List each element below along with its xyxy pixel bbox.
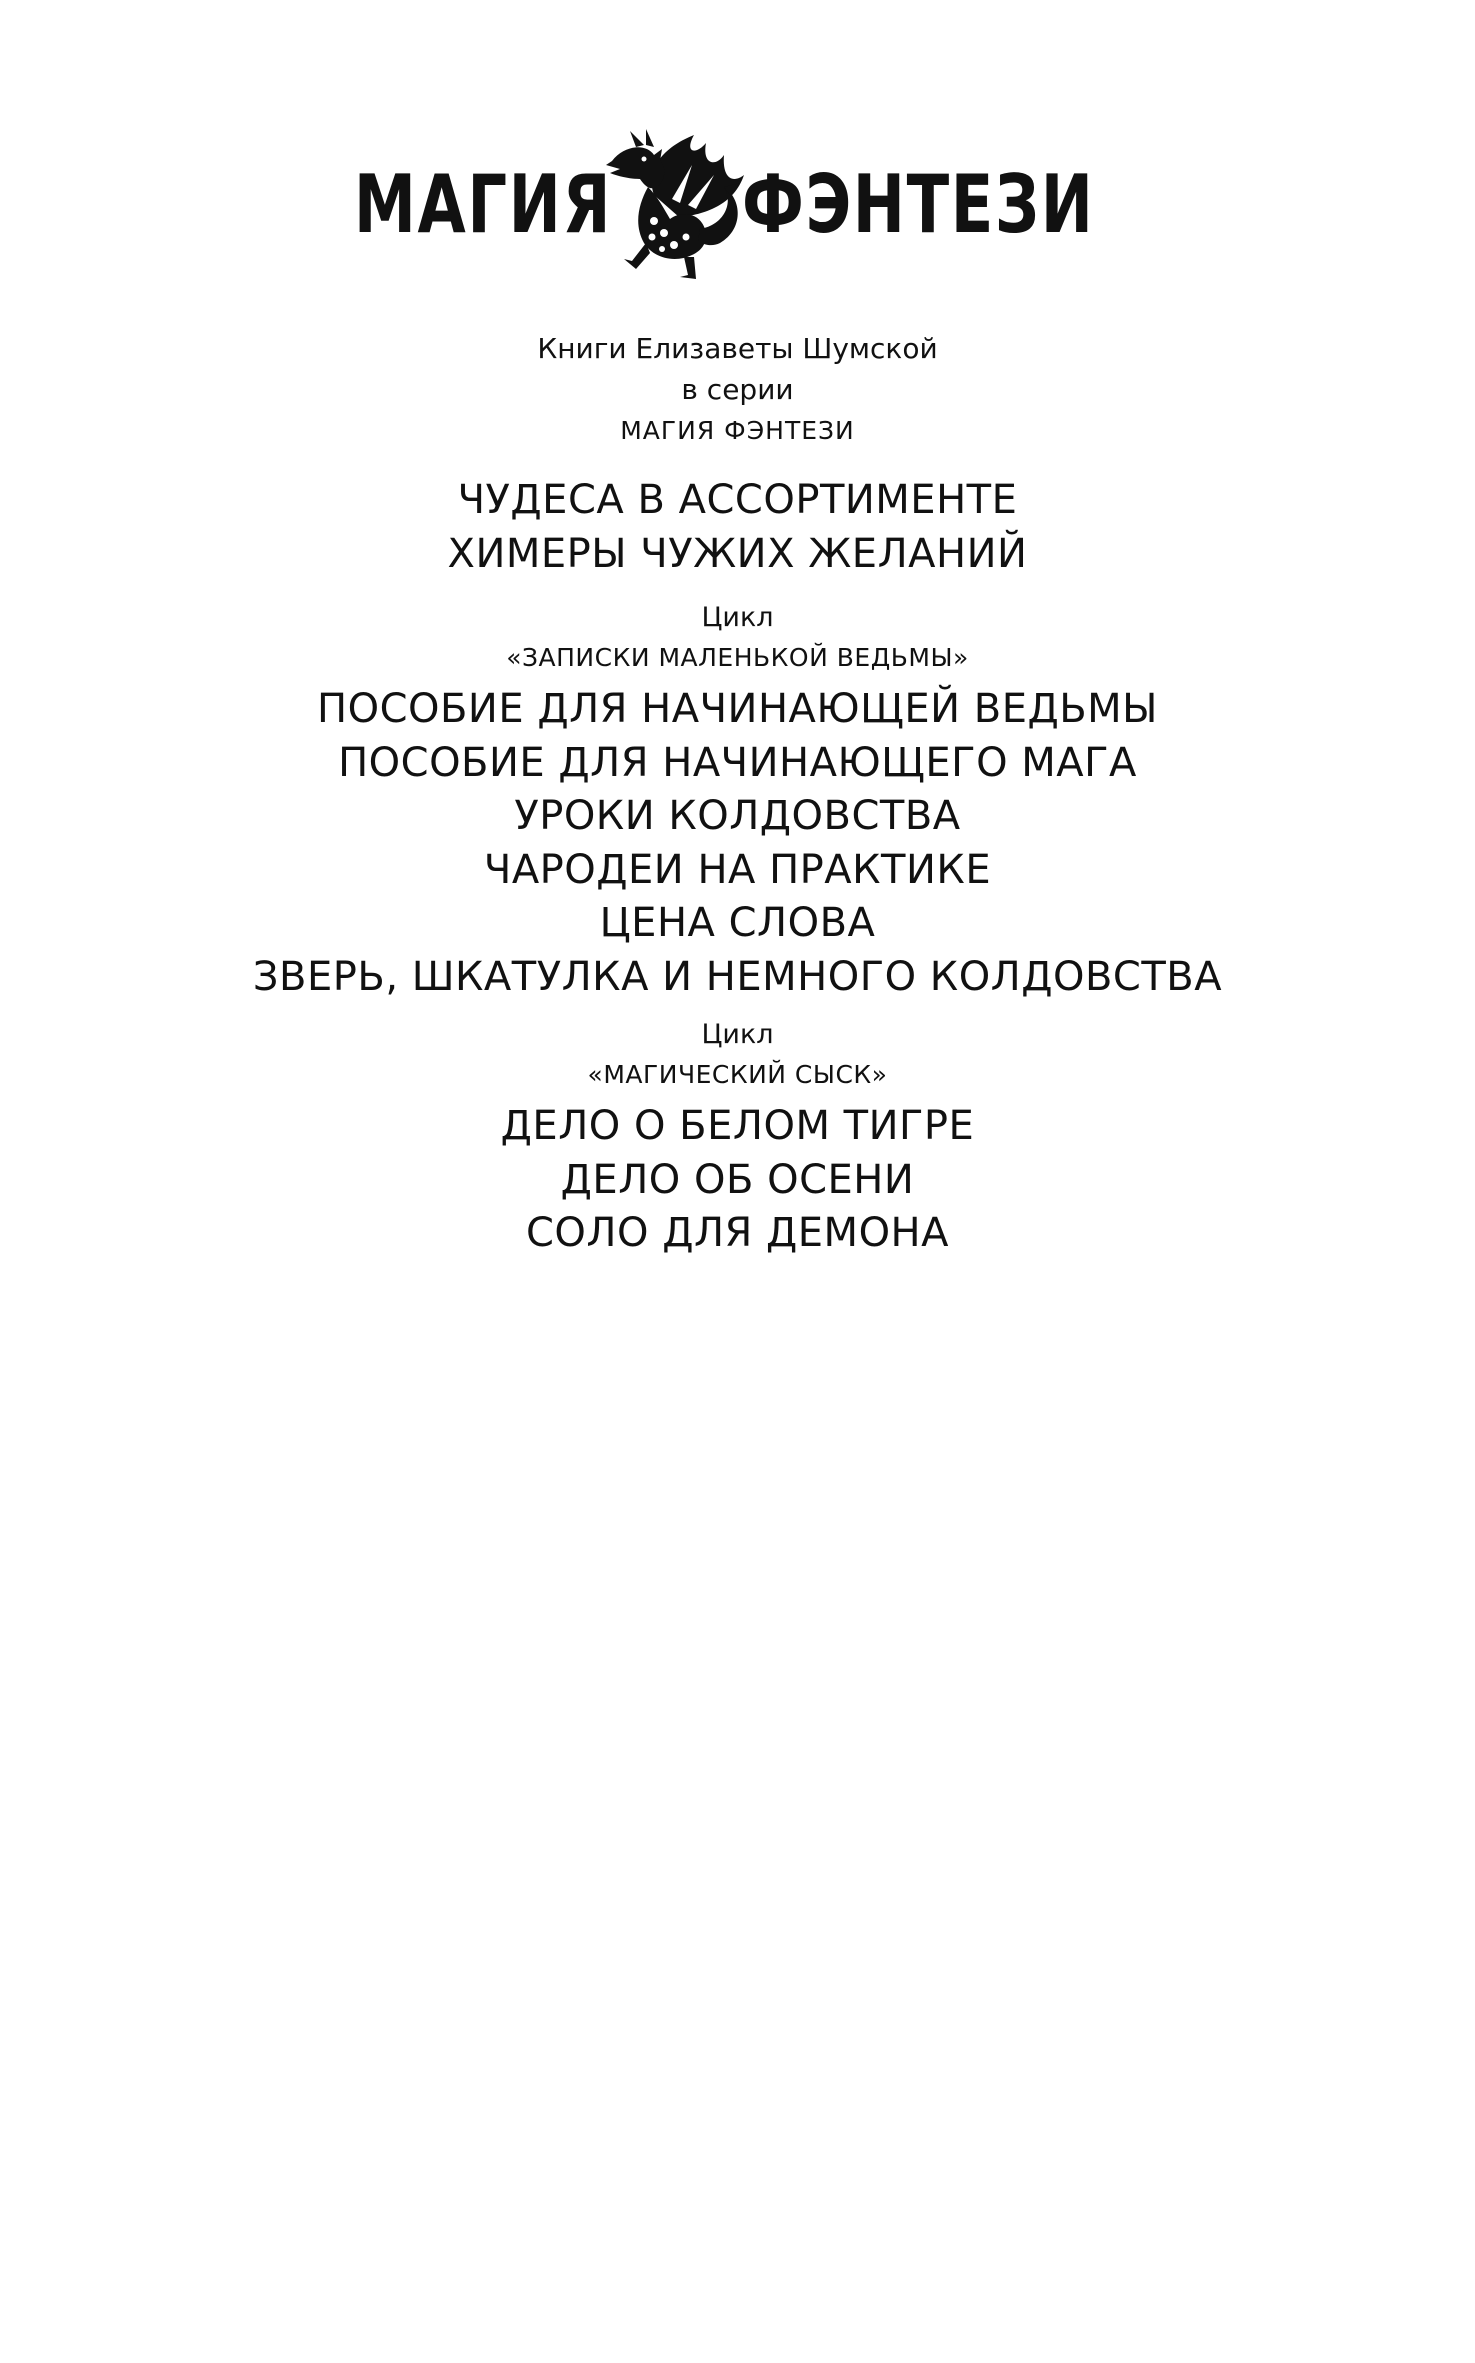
cycle-titles xyxy=(0,683,1475,1004)
standalone-titles xyxy=(0,474,1475,581)
intro-author-line: Книги Елизаветы Шумской xyxy=(537,332,938,365)
book-title: ЦЕНА СЛОВА xyxy=(599,900,876,946)
cycle-name: «МАГИЧЕСКИЙ СЫСК» xyxy=(587,1060,888,1089)
series-logo xyxy=(0,125,1475,285)
book-title: ПОСОБИЕ ДЛЯ НАЧИНАЮЩЕЙ ВЕДЬМЫ xyxy=(317,686,1158,732)
logo-word-left: МАГИЯ xyxy=(353,158,613,251)
book-title: ПОСОБИЕ ДЛЯ НАЧИНАЮЩЕГО МАГА xyxy=(338,739,1137,786)
cycle-label: Цикл xyxy=(701,602,774,633)
intro-series-line: в серии xyxy=(681,373,794,406)
book-title: СОЛО ДЛЯ ДЕМОНА xyxy=(526,1210,949,1256)
series-intro xyxy=(0,328,1475,451)
intro-series-name: МАГИЯ ФЭНТЕЗИ xyxy=(620,416,855,445)
cycle-titles xyxy=(0,1100,1475,1261)
book-title: ХИМЕРЫ ЧУЖИХ ЖЕЛАНИЙ xyxy=(447,530,1028,577)
book-title: ДЕЛО ОБ ОСЕНИ xyxy=(560,1156,915,1203)
book-title: ЧУДЕСА В АССОРТИМЕНТЕ xyxy=(457,477,1018,523)
logo-word-right: ФЭНТЕЗИ xyxy=(742,158,1095,251)
cycle-name: «ЗАПИСКИ МАЛЕНЬКОЙ ВЕДЬМЫ» xyxy=(506,643,969,672)
cycle-heading xyxy=(0,1015,1475,1095)
cycle-label: Цикл xyxy=(701,1019,774,1050)
book-title: УРОКИ КОЛДОВСТВА xyxy=(514,793,961,839)
cycle-heading xyxy=(0,598,1475,678)
book-title: ЧАРОДЕИ НА ПРАКТИКЕ xyxy=(483,846,992,893)
book-title: ДЕЛО О БЕЛОМ ТИГРЕ xyxy=(500,1103,975,1149)
book-title: ЗВЕРЬ, ШКАТУЛКА И НЕМНОГО КОЛДОВСТВА xyxy=(252,953,1223,1000)
